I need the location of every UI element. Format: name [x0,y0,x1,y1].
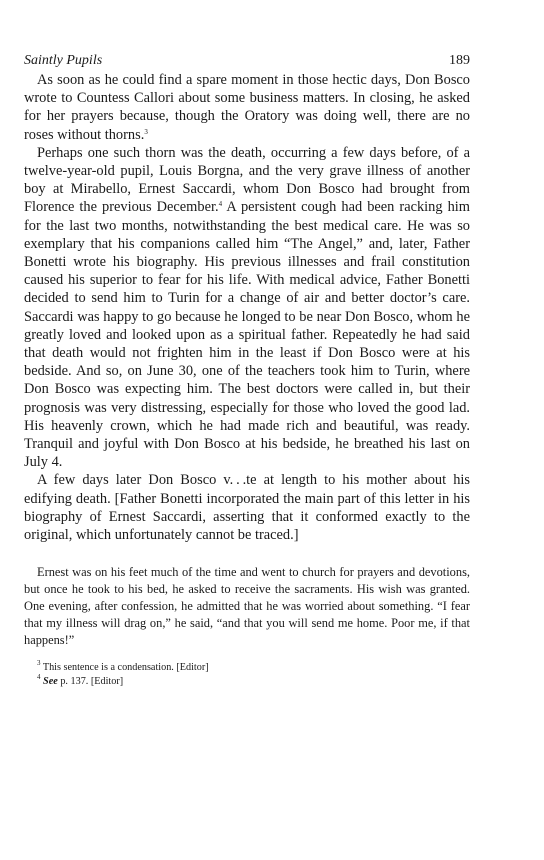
footnote-3-text: This sentence is a condensation. [Editor] [40,662,209,674]
running-head [24,52,470,70]
main-text [24,71,470,544]
paragraph-1-text: As soon as he could find a spare moment in those hectic days, Don Bosco wrote to Countess Callori about some business matters. In closing, he asked for her prayers because, though the Oratory was doing well, there are no roses without thorns. [24,72,470,143]
page-number: 189 [449,53,470,68]
footnote-3-marker: 3 [37,659,41,668]
footnote-3 [37,661,470,675]
paragraph-1 [24,71,470,144]
footnote-4 [37,675,470,689]
paragraph-3 [24,471,470,544]
running-head-title: Saintly Pupils [24,53,103,68]
paragraph-2-text-after: A persistent cough had been racking him for the last two months, notwithstanding the best medical care. He was so exemplary that his companions called him “The Angel,” and, later, Father Bonetti wrote his biography. His previous illnesses and frail constitution caused his superior to fear for his life. With medical advice, Father Bonetti decided to send him to Turin for a change of air and better doctor’s care. Saccardi was happy to go because he longed to be near Don Bosco, whom he greatly loved and looked upon as a spiritual father. Repeatedly he had said that death would not frighten him in the least if Don Bosco were at his bedside. And so, on June 30, one of the teachers took him to Turin, where Don Bosco was expecting him. The best doctors were called in, but their prognosis was very distressing, especially for those who loved the good lad. His heavenly crown, which he had made rich and beautiful, was ready. Tranquil and joyful with Don Bosco at his bedside, he breathed his last on July 4. [24,199,470,471]
footnote-4-marker: 4 [37,673,41,682]
footnote-4-text: p. 137. [Editor] [57,676,124,688]
paragraph-2-text-before: Perhaps one such thorn was the death, occurring a few days before, of a twelve-year-old pupil, Louis Borgna, and the very grave illness of another boy at Mirabello, Ernest Saccardi, whom Don Bosco had brought from Florence the previous December. [24,144,470,216]
paragraph-2 [24,144,470,472]
block-quote-text: Ernest was on his feet much of the time and went to church for prayers and devotions, but once he took to his bed, he asked to receive the sacraments. His wish was granted. One evening, after confession, he admitted that he was worried about something. “I fear that my illness will drag on,” he said, “and that you will send me home. Poor me, if that happens!” [24,565,470,648]
note-ref-3: 3 [144,127,148,136]
note-ref-4: 4 [218,200,223,209]
footnotes [24,661,470,689]
paragraph-3-text: A few days later Don Bosco v. . .te at length to his mother about his edifying death. [Father Bonetti incorporated the main part of this letter in his biography of Ernest Saccardi, asserting that it conformed exactly to the original, which unfortunately cannot be traced.] [24,472,470,544]
footnote-4-see: See [43,676,58,688]
block-quote [24,564,470,649]
book-page [24,52,470,689]
